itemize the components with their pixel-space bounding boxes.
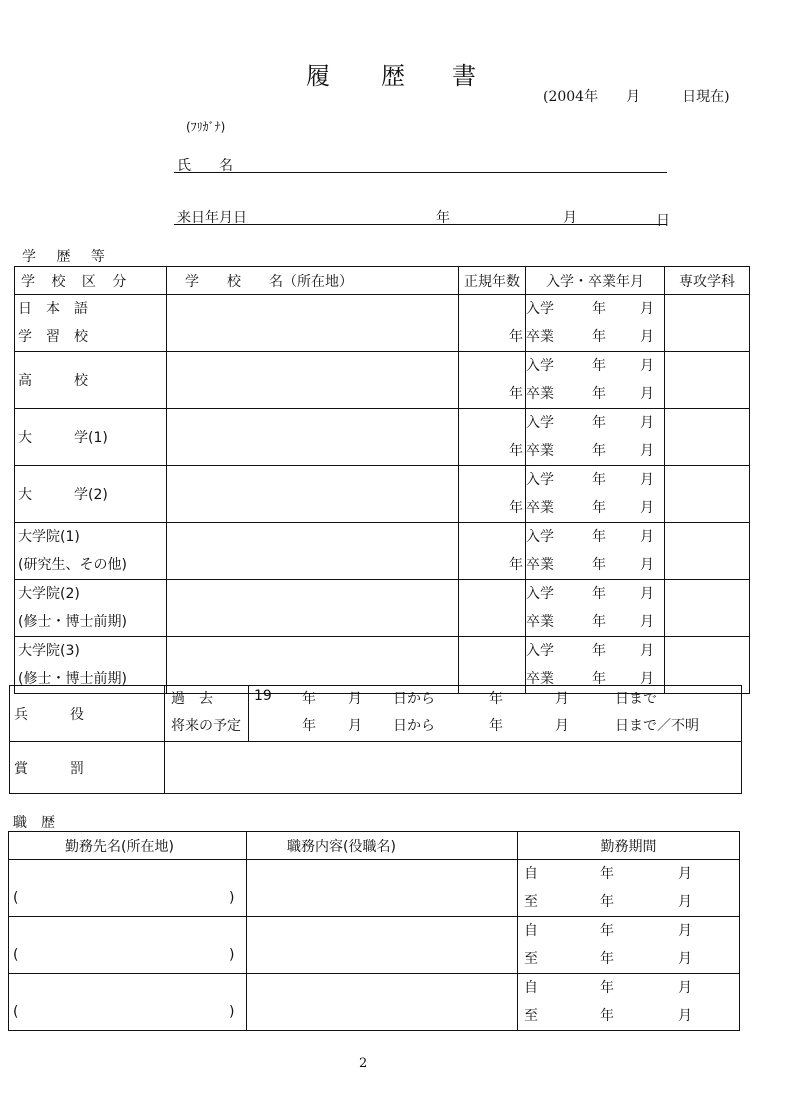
career-section-title: 職 歴 [13, 815, 55, 831]
grad-year-unit: 年 [592, 329, 606, 345]
from-month-unit: 月 [678, 866, 692, 882]
dob-label: 来日年月日 [177, 210, 247, 226]
years-unit: 年 [509, 500, 523, 516]
years-field[interactable] [459, 409, 526, 466]
enter-month-unit: 月 [640, 529, 654, 545]
enter-month-unit: 月 [640, 586, 654, 602]
military-future-label: 将来の予定 [171, 718, 241, 734]
as-of-date: (2004年 月 日現在) [543, 89, 730, 105]
header-duties: 職務内容(役職名) [247, 832, 518, 860]
military-past-from: 日から [393, 691, 435, 707]
enter-month-unit: 月 [640, 301, 654, 317]
category-cell [15, 523, 167, 580]
to-label: 至 [524, 951, 538, 967]
enter-year-unit: 年 [592, 301, 606, 317]
category-cell [15, 352, 167, 409]
from-label: 自 [524, 980, 538, 996]
company-field[interactable] [9, 860, 247, 917]
military-past-prefix: 19 [254, 688, 272, 704]
major-field[interactable] [665, 580, 750, 637]
category-cell [15, 466, 167, 523]
years-unit: 年 [509, 443, 523, 459]
military-table [9, 685, 742, 794]
military-future-month2: 月 [555, 718, 569, 734]
from-year-unit: 年 [600, 866, 614, 882]
grad-month-unit: 月 [640, 557, 654, 573]
school-name-field[interactable] [167, 409, 459, 466]
military-future-year1: 年 [302, 718, 316, 734]
to-month-unit: 月 [678, 951, 692, 967]
header-period: 勤務期間 [518, 832, 740, 860]
years-unit: 年 [509, 329, 523, 345]
education-row [15, 409, 750, 466]
to-label: 至 [524, 894, 538, 910]
paren-open: ( [13, 947, 19, 963]
title-char-1: 履 [306, 62, 332, 90]
enter-label: 入学 [526, 301, 554, 317]
period-field[interactable] [518, 917, 740, 974]
grad-label: 卒業 [526, 443, 554, 459]
dates-field[interactable] [526, 523, 665, 580]
enter-label: 入学 [526, 358, 554, 374]
years-unit: 年 [509, 386, 523, 402]
grad-year-unit: 年 [592, 443, 606, 459]
military-future-month1: 月 [348, 718, 362, 734]
to-year-unit: 年 [600, 894, 614, 910]
paren-open: ( [13, 890, 19, 906]
name-field-line[interactable] [174, 172, 667, 173]
category-line1: 大学院(3) [18, 643, 80, 659]
dates-field[interactable] [526, 352, 665, 409]
years-field[interactable] [459, 523, 526, 580]
enter-label: 入学 [526, 643, 554, 659]
military-label: 兵 役 [10, 686, 165, 742]
education-row [15, 466, 750, 523]
period-field[interactable] [518, 974, 740, 1031]
enter-year-unit: 年 [592, 415, 606, 431]
enter-year-unit: 年 [592, 586, 606, 602]
enter-year-unit: 年 [592, 472, 606, 488]
company-field[interactable] [9, 917, 247, 974]
to-year-unit: 年 [600, 951, 614, 967]
military-past-year2: 年 [489, 691, 503, 707]
category-cell [15, 580, 167, 637]
from-year-unit: 年 [600, 980, 614, 996]
enter-label: 入学 [526, 415, 554, 431]
header-school: 学 校 名（所在地） [167, 267, 459, 295]
dates-field[interactable] [526, 409, 665, 466]
enter-label: 入学 [526, 529, 554, 545]
dob-field-line[interactable] [174, 224, 667, 225]
to-month-unit: 月 [678, 1008, 692, 1024]
category-line1: 大学院(2) [18, 586, 80, 602]
category-line1: 大 学(2) [18, 487, 108, 503]
grad-month-unit: 月 [640, 614, 654, 630]
grad-month-unit: 月 [640, 386, 654, 402]
military-divider [248, 686, 249, 741]
paren-close: ) [229, 1004, 235, 1020]
education-row [15, 352, 750, 409]
from-month-unit: 月 [678, 980, 692, 996]
duties-field[interactable] [247, 860, 518, 917]
career-row [9, 860, 740, 917]
paren-close: ) [229, 947, 235, 963]
dates-field[interactable] [526, 580, 665, 637]
grad-year-unit: 年 [592, 386, 606, 402]
grad-label: 卒業 [526, 500, 554, 516]
education-table [14, 266, 750, 694]
rewards-label: 賞 罰 [10, 742, 165, 794]
major-field[interactable] [665, 523, 750, 580]
years-unit: 年 [509, 557, 523, 573]
education-row [15, 580, 750, 637]
school-name-field[interactable] [167, 580, 459, 637]
to-month-unit: 月 [678, 894, 692, 910]
military-future-until: 日まで／不明 [615, 718, 699, 734]
grad-label: 卒業 [526, 329, 554, 345]
from-label: 自 [524, 866, 538, 882]
to-year-unit: 年 [600, 1008, 614, 1024]
enter-month-unit: 月 [640, 472, 654, 488]
career-row [9, 974, 740, 1031]
school-name-field[interactable] [167, 295, 459, 352]
dob-day-unit: 日 [656, 213, 670, 229]
school-name-field[interactable] [167, 466, 459, 523]
school-name-field[interactable] [167, 352, 459, 409]
title-char-2: 歴 [381, 62, 407, 90]
duties-field[interactable] [247, 974, 518, 1031]
duties-field[interactable] [247, 917, 518, 974]
major-field[interactable] [665, 466, 750, 523]
enter-year-unit: 年 [592, 529, 606, 545]
grad-label: 卒業 [526, 614, 554, 630]
military-past-month1: 月 [348, 691, 362, 707]
paren-close: ) [229, 890, 235, 906]
rewards-field[interactable] [165, 742, 742, 794]
to-label: 至 [524, 1008, 538, 1024]
grad-month-unit: 月 [640, 671, 654, 687]
enter-label: 入学 [526, 472, 554, 488]
grad-month-unit: 月 [640, 500, 654, 516]
category-line1: 大学院(1) [18, 529, 80, 545]
category-line2: (修士・博士前期) [18, 614, 127, 630]
grad-label: 卒業 [526, 386, 554, 402]
school-name-field[interactable] [167, 523, 459, 580]
category-line2: (研究生、その他) [18, 557, 127, 573]
enter-month-unit: 月 [640, 415, 654, 431]
header-dates: 入学・卒業年月 [526, 267, 665, 295]
category-line2: 学 習 校 [18, 329, 88, 345]
grad-month-unit: 月 [640, 329, 654, 345]
grad-year-unit: 年 [592, 614, 606, 630]
from-month-unit: 月 [678, 923, 692, 939]
title-char-3: 書 [452, 62, 478, 90]
header-major: 専攻学科 [665, 267, 750, 295]
enter-year-unit: 年 [592, 358, 606, 374]
military-future-from: 日から [393, 718, 435, 734]
military-past-label: 過 去 [171, 691, 213, 707]
dates-field[interactable] [526, 295, 665, 352]
years-field[interactable] [459, 466, 526, 523]
from-label: 自 [524, 923, 538, 939]
furigana-label: (ﾌﾘｶﾞﾅ) [186, 120, 226, 134]
from-year-unit: 年 [600, 923, 614, 939]
paren-open: ( [13, 1004, 19, 1020]
major-field[interactable] [665, 352, 750, 409]
enter-label: 入学 [526, 586, 554, 602]
header-years: 正規年数 [459, 267, 526, 295]
career-row [9, 917, 740, 974]
military-past-year1: 年 [302, 691, 316, 707]
company-field[interactable] [9, 974, 247, 1031]
category-line2: (修士・博士前期) [18, 671, 127, 687]
military-past-until: 日まで [615, 691, 657, 707]
header-category: 学 校 区 分 [15, 267, 167, 295]
enter-year-unit: 年 [592, 643, 606, 659]
grad-label: 卒業 [526, 671, 554, 687]
dob-year-unit: 年 [436, 210, 450, 226]
career-table [8, 831, 740, 1031]
education-section-title: 学 歴 等 [22, 249, 113, 265]
category-line1: 大 学(1) [18, 430, 108, 446]
military-past-month2: 月 [555, 691, 569, 707]
years-field[interactable] [459, 352, 526, 409]
military-periods[interactable] [165, 686, 742, 742]
grad-year-unit: 年 [592, 671, 606, 687]
education-row [15, 523, 750, 580]
category-cell [15, 295, 167, 352]
enter-month-unit: 月 [640, 358, 654, 374]
years-field[interactable] [459, 295, 526, 352]
page-number: 2 [359, 1056, 368, 1071]
dates-field[interactable] [526, 466, 665, 523]
category-line1: 高 校 [18, 373, 88, 389]
education-row [15, 295, 750, 352]
period-field[interactable] [518, 860, 740, 917]
grad-year-unit: 年 [592, 557, 606, 573]
major-field[interactable] [665, 295, 750, 352]
enter-month-unit: 月 [640, 643, 654, 659]
grad-year-unit: 年 [592, 500, 606, 516]
grad-label: 卒業 [526, 557, 554, 573]
category-cell [15, 409, 167, 466]
years-field[interactable] [459, 580, 526, 637]
category-line1: 日 本 語 [18, 301, 88, 317]
dob-month-unit: 月 [563, 210, 577, 226]
military-future-year2: 年 [489, 718, 503, 734]
major-field[interactable] [665, 409, 750, 466]
header-company: 勤務先名(所在地) [9, 832, 247, 860]
grad-month-unit: 月 [640, 443, 654, 459]
name-label: 氏 名 [177, 158, 233, 174]
